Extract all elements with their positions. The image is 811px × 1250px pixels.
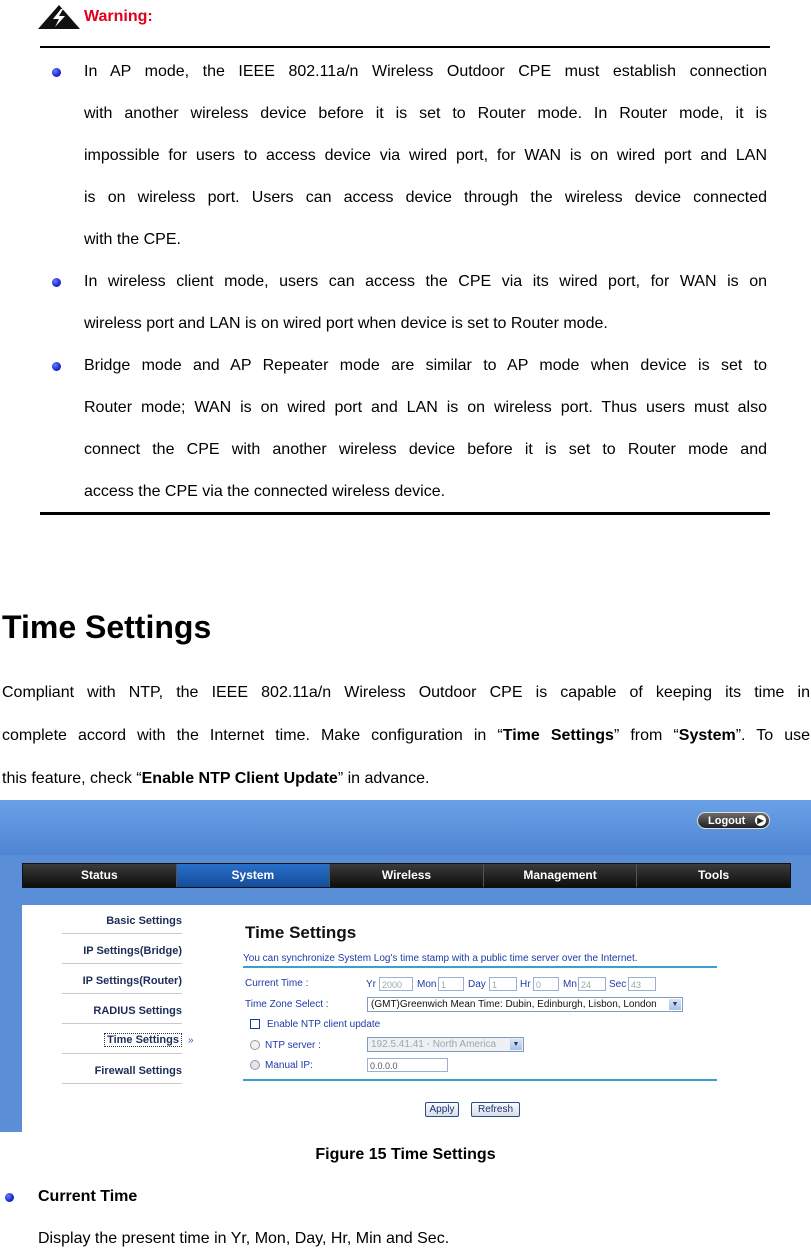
sidebar-item-time-settings[interactable] — [22, 1034, 182, 1046]
yr-label: Yr — [366, 979, 376, 990]
text-line: with another wireless device before it is set to Router mode. In Router mode, it is — [84, 105, 767, 122]
current-time-description: Display the present time in Yr, Mon, Day, Hr, Min and Sec. — [38, 1230, 450, 1247]
refresh-button[interactable]: Refresh — [471, 1102, 520, 1117]
double-arrow-icon: » — [188, 1035, 194, 1046]
time-zone-label: Time Zone Select : — [245, 999, 329, 1010]
page-title: Time Settings — [245, 923, 357, 942]
page-description: You can synchronize System Log's time stamp with a public time server over the Internet. — [243, 953, 638, 964]
text-line: In wireless client mode, users can access the CPE via its wired port, for WAN is on — [84, 273, 767, 290]
warning-bullet-1 — [84, 51, 767, 261]
sidebar-item-label: RADIUS Settings — [93, 1005, 182, 1017]
warning-icon — [36, 4, 82, 30]
text-line: connect the CPE with another wireless device before it is set to Router mode and — [84, 441, 767, 458]
sidebar-item-label: Basic Settings — [106, 915, 182, 927]
time-settings-screenshot — [0, 800, 811, 1132]
hr-input[interactable]: 0 — [533, 977, 559, 991]
ntp-server-select[interactable] — [367, 1037, 524, 1052]
tab-status[interactable]: Status — [23, 864, 177, 887]
text-span: this feature, check “ — [2, 770, 142, 787]
section-title: Time Settings — [2, 609, 212, 645]
text-line: impossible for users to access device via wired port, for WAN is on wired port and LAN — [84, 147, 767, 164]
apply-button[interactable]: Apply — [425, 1102, 459, 1117]
bullet-icon — [52, 68, 61, 77]
mn-input[interactable]: 24 — [578, 977, 606, 991]
text-line: Compliant with NTP, the IEEE 802.11a/n Wireless Outdoor CPE is capable of keeping its time in — [2, 684, 810, 701]
time-zone-select[interactable] — [367, 997, 683, 1012]
sidebar-divider — [62, 1023, 182, 1024]
sidebar-item-label: Time Settings — [104, 1033, 182, 1047]
manual-ip-input[interactable]: 0.0.0.0 — [367, 1058, 448, 1072]
text-span: ” in advance. — [337, 770, 430, 787]
text-line — [2, 757, 810, 800]
bullet-icon — [52, 278, 61, 287]
content-panel — [215, 905, 811, 1132]
day-input[interactable]: 1 — [489, 977, 517, 991]
text-line: with the CPE. — [84, 231, 181, 248]
warning-bullet-3 — [84, 345, 767, 513]
manual-ip-label: Manual IP: — [265, 1060, 313, 1071]
sidebar-divider — [62, 993, 182, 994]
logout-label: Logout — [708, 815, 746, 827]
text-line: wireless port and LAN is on wired port when device is set to Router mode. — [84, 315, 608, 332]
warning-bottom-rule — [40, 512, 770, 515]
tab-wireless[interactable]: Wireless — [330, 864, 484, 887]
sec-label: Sec — [609, 979, 627, 990]
ntp-server-value: 192.5.41.41 - North America — [371, 1039, 497, 1050]
text-line: Bridge mode and AP Repeater mode are similar to AP mode when device is set to — [84, 357, 767, 374]
warning-top-rule — [40, 46, 770, 48]
current-time-label: Current Time : — [245, 978, 309, 989]
text-line — [2, 714, 810, 757]
enable-ntp-label: Enable NTP client update — [267, 1019, 381, 1030]
text-span: complete accord with the Internet time. Make configuration in “ — [2, 727, 503, 744]
hr-label: Hr — [520, 979, 531, 990]
warning-title: Warning: — [84, 8, 153, 25]
sidebar-item-ip-bridge[interactable] — [22, 945, 182, 957]
text-span: ”. To use — [735, 727, 811, 744]
enable-ntp-checkbox[interactable] — [250, 1019, 260, 1029]
day-label: Day — [468, 979, 486, 990]
tab-management[interactable]: Management — [484, 864, 638, 887]
current-time-heading: Current Time — [38, 1188, 138, 1205]
ntp-server-radio[interactable] — [250, 1040, 260, 1050]
section-intro — [2, 671, 810, 800]
bold-term: Time Settings — [502, 727, 614, 744]
sidebar-item-firewall[interactable] — [22, 1065, 182, 1077]
logout-button[interactable] — [697, 812, 770, 829]
bold-term: System — [678, 727, 736, 744]
text-line: Router mode; WAN is on wired port and LAN is on wireless port. Thus users must also — [84, 399, 767, 416]
divider-line — [243, 966, 717, 968]
figure-caption: Figure 15 Time Settings — [315, 1146, 496, 1163]
yr-input[interactable]: 2000 — [379, 977, 413, 991]
tab-system[interactable]: System — [177, 864, 331, 887]
sidebar-item-label: Firewall Settings — [94, 1065, 182, 1077]
screenshot-header — [0, 800, 811, 855]
sidebar-item-basic-settings[interactable] — [22, 915, 182, 927]
text-line: In AP mode, the IEEE 802.11a/n Wireless Outdoor CPE must establish connection — [84, 63, 767, 80]
sidebar-divider — [62, 1083, 182, 1084]
bullet-icon — [5, 1193, 14, 1202]
mon-input[interactable]: 1 — [438, 977, 464, 991]
sec-input[interactable]: 43 — [628, 977, 656, 991]
sidebar-divider — [62, 1053, 182, 1054]
mon-label: Mon — [417, 979, 437, 990]
sidebar-item-radius[interactable] — [22, 1005, 182, 1017]
manual-ip-radio[interactable] — [250, 1060, 260, 1070]
chevron-down-icon: ▼ — [510, 1039, 522, 1050]
bold-term: Enable NTP Client Update — [141, 770, 338, 787]
chevron-down-icon: ▼ — [669, 999, 681, 1010]
ntp-server-label: NTP server : — [265, 1040, 321, 1051]
sidebar — [22, 905, 215, 1132]
time-zone-value: (GMT)Greenwich Mean Time: Dubin, Edinburgh, Lisbon, London — [371, 999, 657, 1010]
tab-tools[interactable]: Tools — [698, 868, 730, 882]
sidebar-divider — [62, 933, 182, 934]
warning-bullet-2 — [84, 261, 767, 345]
sidebar-item-label: IP Settings(Router) — [82, 975, 182, 987]
text-span: ” from “ — [613, 727, 679, 744]
main-nav — [22, 863, 791, 888]
arrow-right-icon: ▶ — [755, 815, 766, 826]
sidebar-divider — [62, 963, 182, 964]
text-line: is on wireless port. Users can access device through the wireless device connected — [84, 189, 767, 206]
divider-line — [243, 1079, 717, 1081]
bullet-icon — [52, 362, 61, 371]
sidebar-item-label: IP Settings(Bridge) — [83, 945, 182, 957]
text-line: access the CPE via the connected wireless device. — [84, 483, 446, 500]
sidebar-item-ip-router[interactable] — [22, 975, 182, 987]
mn-label: Mn — [563, 979, 577, 990]
